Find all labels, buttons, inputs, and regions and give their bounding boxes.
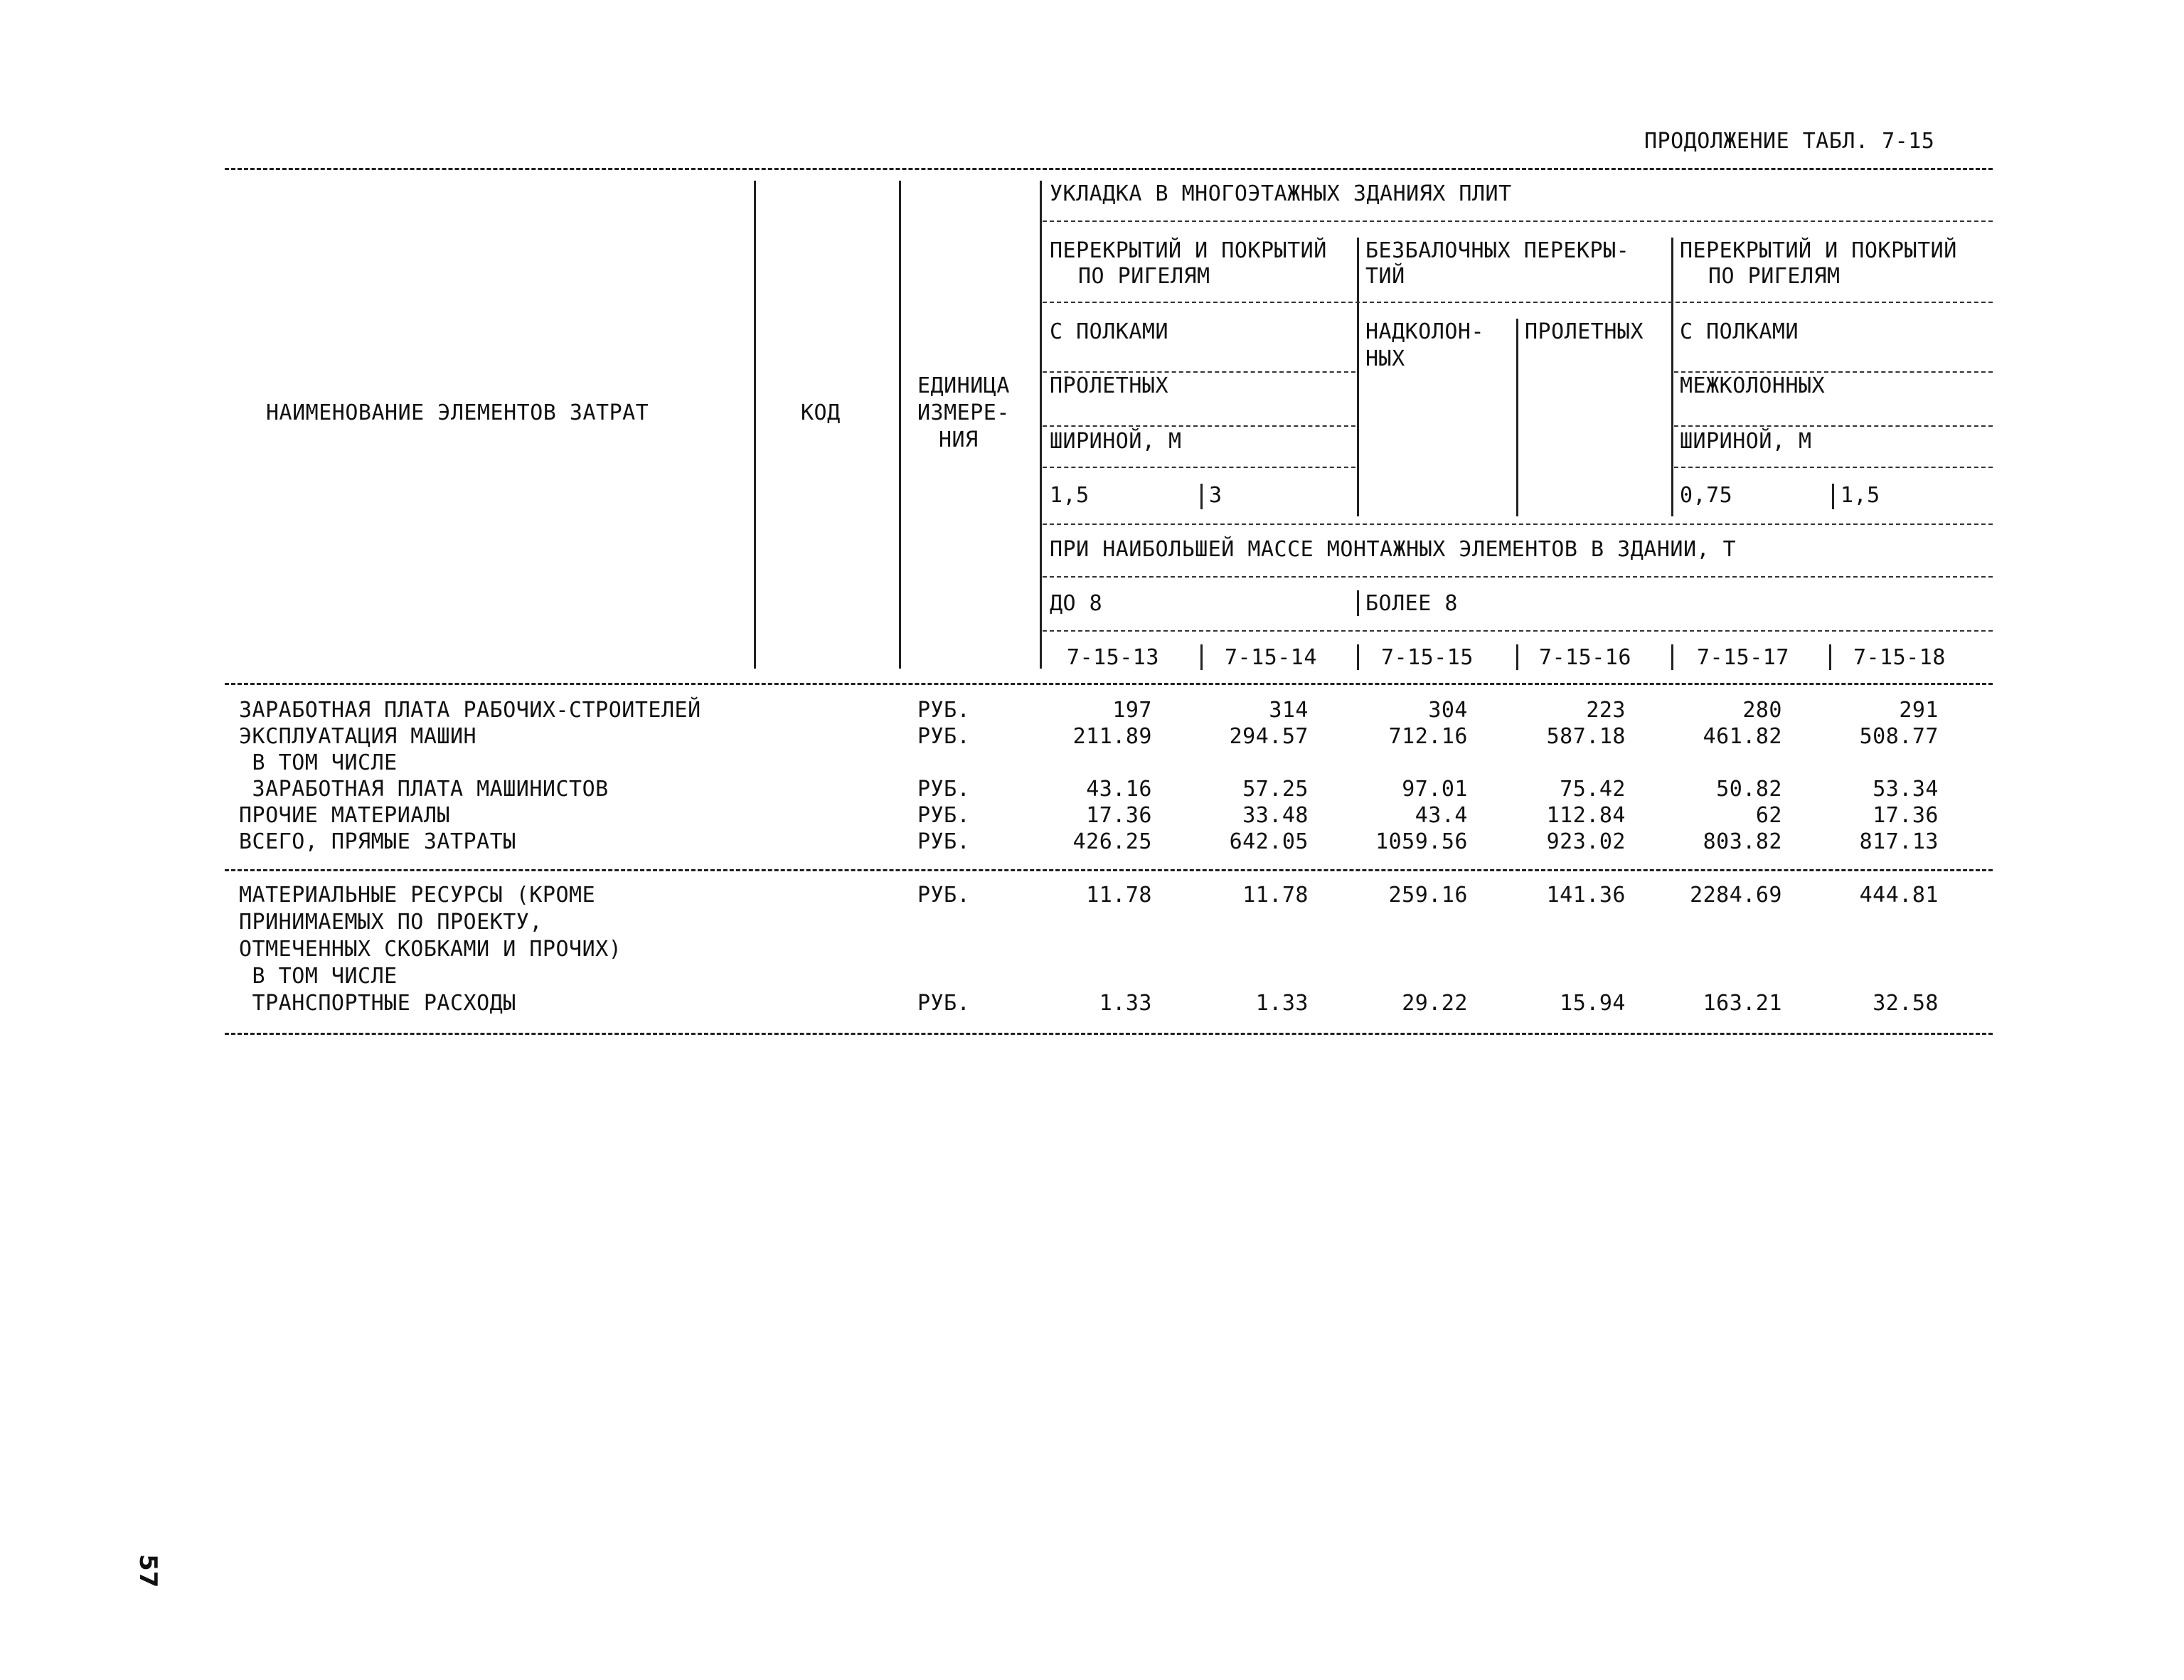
row-unit: РУБ. (917, 883, 971, 908)
up-to-8-header: ДО 8 (1050, 591, 1103, 616)
row-value-col-3: 259.16 (1388, 883, 1468, 908)
width-value-1-5: 1,5 (1050, 483, 1090, 508)
row-unit: РУБ. (917, 698, 971, 723)
table-caption: ПРОДОЛЖЕНИЕ ТАБЛ. 7-15 (1644, 129, 1935, 154)
group-separator-1 (1357, 238, 1359, 516)
row-value-col-2: 294.57 (1229, 724, 1309, 749)
row-value-col-2: 1.33 (1255, 991, 1309, 1016)
with-shelves-header-1: С ПОЛКАМИ (1050, 319, 1169, 344)
group2-header-line2: ТИЙ (1365, 264, 1405, 289)
row-value-col-1: 43.16 (1086, 777, 1152, 802)
row-value-col-4: 15.94 (1560, 991, 1626, 1016)
nadkolon-header-line2: НЫХ (1365, 346, 1405, 371)
row-value-col-5: 803.82 (1703, 829, 1782, 854)
nadkolon-header-line1: НАДКОЛОН- (1365, 319, 1485, 344)
row-value-col-5: 2284.69 (1690, 883, 1782, 908)
code-column-header: КОД (801, 400, 841, 425)
group-separator-2 (1671, 238, 1673, 516)
header-rule-3b (1674, 371, 1993, 373)
header-rule-2 (1043, 302, 1993, 303)
code-header-3: 7-15-15 (1381, 645, 1474, 670)
code-header-5: 7-15-17 (1697, 645, 1789, 670)
row-value-col-6: 32.58 (1873, 991, 1939, 1016)
row-value-col-4: 223 (1586, 698, 1626, 723)
row-value-col-4: 141.36 (1546, 883, 1626, 908)
name-column-header: НАИМЕНОВАНИЕ ЭЛЕМЕНТОВ ЗАТРАТ (266, 400, 649, 425)
row-value-col-1: 1.33 (1099, 991, 1152, 1016)
code-header-2: 7-15-14 (1225, 645, 1317, 670)
row-value-col-6: 53.34 (1873, 777, 1939, 802)
row-value-col-4: 587.18 (1546, 724, 1626, 749)
width-header-1: ШИРИНОЙ, М (1050, 429, 1182, 454)
row-value-col-1: 426.25 (1072, 829, 1152, 854)
block-a-bottom-rule (225, 869, 1993, 871)
group2-header-line1: БЕЗБАЛОЧНЫХ ПЕРЕКРЫ- (1365, 238, 1630, 263)
subgroup-separator-bezbal (1516, 319, 1518, 516)
row-name: ЭКСПЛУАТАЦИЯ МАШИН (239, 724, 477, 749)
row-name: ПРОЧИЕ МАТЕРИАЛЫ (239, 803, 450, 828)
row-value-col-6: 508.77 (1859, 724, 1939, 749)
row-value-col-1: 17.36 (1086, 803, 1152, 828)
width-value-0-75: 0,75 (1680, 483, 1733, 508)
row-value-col-6: 444.81 (1859, 883, 1939, 908)
row-value-col-5: 280 (1742, 698, 1782, 723)
row-value-col-5: 62 (1755, 803, 1782, 828)
row-value-col-2: 642.05 (1229, 829, 1309, 854)
header-bottom-rule (225, 683, 1993, 685)
header-rule-5b (1674, 467, 1993, 468)
mass-header: ПРИ НАИБОЛЬШЕЙ МАССЕ МОНТАЖНЫХ ЭЛЕМЕНТОВ В ЗДАНИИ, Т (1050, 537, 1737, 562)
header-rule-7 (1043, 576, 1993, 578)
top-group-header: УКЛАДКА В МНОГОЭТАЖНЫХ ЗДАНИЯХ ПЛИТ (1050, 181, 1512, 206)
header-rule-8 (1043, 630, 1993, 632)
row-name: МАТЕРИАЛЬНЫЕ РЕСУРСЫ (КРОМЕ (239, 883, 596, 908)
row-value-col-3: 29.22 (1402, 991, 1468, 1016)
row-unit: РУБ. (917, 829, 971, 854)
header-separator-name-code (754, 181, 756, 669)
row-name: ЗАРАБОТНАЯ ПЛАТА РАБОЧИХ-СТРОИТЕЛЕЙ (239, 698, 701, 723)
group1-header-line1: ПЕРЕКРЫТИЙ И ПОКРЫТИЙ (1050, 238, 1327, 263)
row-name: ТРАНСПОРТНЫЕ РАСХОДЫ (239, 991, 516, 1016)
code-separator-1 (1200, 644, 1203, 670)
row-value-col-5: 163.21 (1703, 991, 1782, 1016)
mass-separator (1357, 590, 1359, 616)
header-rule-4a (1043, 425, 1355, 427)
row-unit: РУБ. (917, 991, 971, 1016)
row-value-col-5: 50.82 (1716, 777, 1782, 802)
header-separator-code-unit (899, 181, 901, 669)
with-shelves-header-2: С ПОЛКАМИ (1680, 319, 1799, 344)
header-separator-unit-values (1040, 181, 1042, 669)
width-separator-1 (1200, 484, 1203, 509)
width-value-1-5b: 1,5 (1841, 483, 1880, 508)
row-name: ВСЕГО, ПРЯМЫЕ ЗАТРАТЫ (239, 829, 516, 854)
group3-header-line2: ПО РИГЕЛЯМ (1708, 264, 1841, 289)
more-than-8-header: БОЛЕЕ 8 (1365, 591, 1458, 616)
code-separator-3 (1516, 644, 1518, 670)
code-separator-5 (1829, 644, 1831, 670)
group1-header-line2: ПО РИГЕЛЯМ (1078, 264, 1210, 289)
header-rule-6 (1043, 523, 1993, 525)
row-unit: РУБ. (917, 724, 971, 749)
row-unit: РУБ. (917, 803, 971, 828)
row-name: В ТОМ ЧИСЛЕ (239, 750, 398, 775)
row-value-col-1: 197 (1112, 698, 1152, 723)
row-name: ПРИНИМАЕМЫХ ПО ПРОЕКТУ, (239, 910, 543, 935)
row-value-col-3: 304 (1428, 698, 1468, 723)
code-separator-4 (1671, 644, 1673, 670)
group3-header-line1: ПЕРЕКРЫТИЙ И ПОКРЫТИЙ (1680, 238, 1957, 263)
code-header-1: 7-15-13 (1067, 645, 1159, 670)
row-value-col-4: 75.42 (1560, 777, 1626, 802)
row-value-col-4: 112.84 (1546, 803, 1626, 828)
row-value-col-2: 57.25 (1242, 777, 1309, 802)
header-rule-4b (1674, 425, 1993, 427)
width-header-2: ШИРИНОЙ, М (1680, 429, 1812, 454)
unit-column-header-line2: ИЗМЕРЕ- (917, 400, 1010, 425)
table-bottom-rule (225, 1033, 1993, 1035)
row-value-col-3: 1059.56 (1375, 829, 1468, 854)
row-value-col-2: 33.48 (1242, 803, 1309, 828)
row-name: В ТОМ ЧИСЛЕ (239, 964, 398, 989)
header-rule-3a (1043, 371, 1355, 373)
width-value-3: 3 (1209, 483, 1222, 508)
mezhkolonnyh-header: МЕЖКОЛОННЫХ (1680, 373, 1826, 398)
top-rule (225, 168, 1993, 170)
page-number: 57 (134, 1554, 162, 1588)
row-value-col-2: 314 (1269, 698, 1309, 723)
row-value-col-1: 211.89 (1072, 724, 1152, 749)
row-name: ОТМЕЧЕННЫХ СКОБКАМИ И ПРОЧИХ) (239, 937, 622, 962)
proletnyh-header: ПРОЛЕТНЫХ (1050, 373, 1169, 398)
row-name: ЗАРАБОТНАЯ ПЛАТА МАШИНИСТОВ (239, 777, 609, 802)
row-value-col-3: 43.4 (1415, 803, 1468, 828)
row-value-col-1: 11.78 (1086, 883, 1152, 908)
row-unit: РУБ. (917, 777, 971, 802)
row-value-col-2: 11.78 (1242, 883, 1309, 908)
row-value-col-3: 97.01 (1402, 777, 1468, 802)
code-separator-2 (1357, 644, 1359, 670)
code-header-4: 7-15-16 (1539, 645, 1631, 670)
code-header-6: 7-15-18 (1853, 645, 1946, 670)
unit-column-header-line3: НИЯ (939, 427, 979, 452)
row-value-col-5: 461.82 (1703, 724, 1782, 749)
row-value-col-3: 712.16 (1388, 724, 1468, 749)
width-separator-2 (1832, 484, 1834, 509)
row-value-col-6: 817.13 (1859, 829, 1939, 854)
row-value-col-4: 923.02 (1546, 829, 1626, 854)
header-rule-1 (1043, 220, 1993, 222)
header-rule-5a (1043, 467, 1355, 468)
unit-column-header-line1: ЕДИНИЦА (917, 373, 1010, 398)
row-value-col-6: 17.36 (1873, 803, 1939, 828)
proletnyh-bezbal-header: ПРОЛЕТНЫХ (1525, 319, 1644, 344)
row-value-col-6: 291 (1899, 698, 1939, 723)
